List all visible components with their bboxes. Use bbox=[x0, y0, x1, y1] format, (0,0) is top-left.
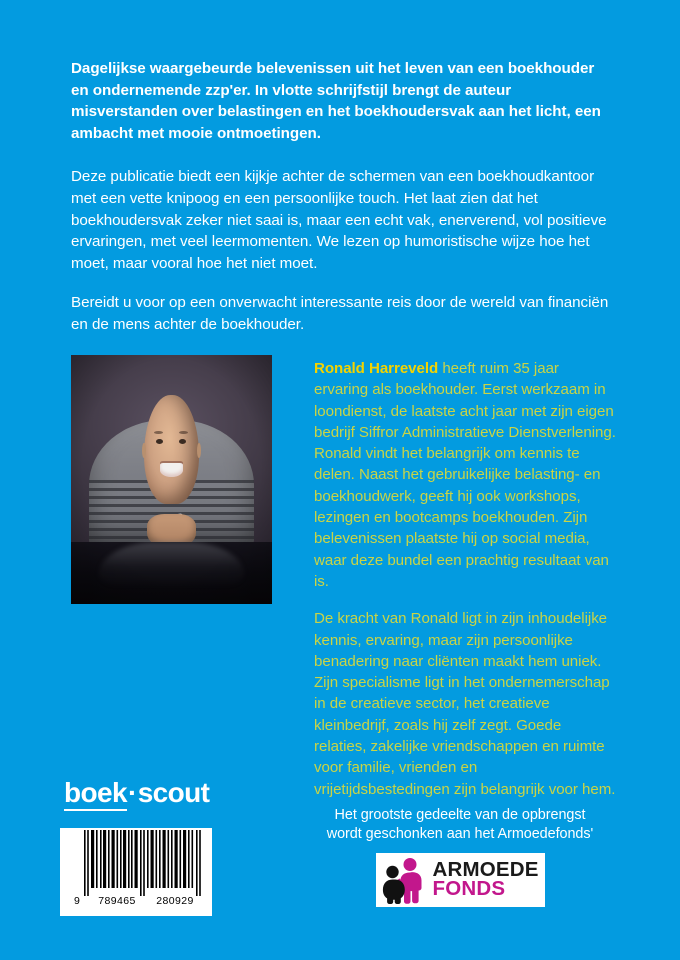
armoedefonds-word-armoede: ARMOEDE bbox=[432, 858, 539, 882]
blurb-lead-paragraph: Dagelijkse waargebeurde belevenissen uit het leven van een boekhouder en ondernemende zzp'er. In vlotte schrijfstijl brengt de auteur misverstanden over belastingen en het boekhoudersvak aan het licht, een ambacht met mooie ontmoetingen. bbox=[71, 60, 601, 142]
barcode-digit-first: 9 bbox=[74, 895, 81, 907]
barcode-digits-left: 789465 bbox=[98, 895, 136, 907]
photo-backdrop bbox=[71, 355, 272, 604]
author-photo bbox=[71, 355, 272, 604]
barcode-digits-right: 280929 bbox=[156, 895, 194, 907]
author-bio-paragraph-1-rest: heeft ruim 35 jaar ervaring als boekhouder. Eerst werkzaam in loondienst, de laatste acht jaar met zijn eigen bedrijf Siffror Administratieve Dienstverlening. Ronald vindt het belangrijk om kennis te delen. Naast het gebruikelijke belasting- en boekhoudwerk, geeft hij ook workshops, lezingen en bootcamps boekhouden. Zijn belevenissen plaatste hij op social media, waar deze bundel een prachtig resultaat van is. bbox=[314, 360, 616, 590]
charity-section bbox=[300, 806, 620, 907]
armoedefonds-figures-icon bbox=[380, 856, 426, 904]
armoedefonds-wordmark bbox=[432, 858, 539, 900]
charity-text-line-2: wordt geschonken aan het Armoedefonds' bbox=[326, 826, 594, 842]
charity-text-line-1: Het grootste gedeelte van de opbrengst bbox=[334, 807, 586, 823]
armoedefonds-logo bbox=[376, 853, 545, 907]
blurb-paragraph-3: Bereidt u voor op een onverwacht interessante reis door de wereld van financiën en de mens achter de boekhouder. bbox=[71, 294, 609, 333]
author-bio-section bbox=[314, 358, 616, 800]
author-name: Ronald Harreveld bbox=[314, 360, 439, 377]
publisher-logo-boek: boek bbox=[64, 777, 127, 811]
armoedefonds-word-fonds: FONDS bbox=[432, 877, 506, 900]
charity-text bbox=[300, 806, 620, 844]
isbn-barcode bbox=[60, 828, 212, 916]
publisher-logo-scout: scout bbox=[137, 777, 210, 808]
barcode-digits bbox=[74, 895, 204, 907]
photo-vignette bbox=[71, 355, 272, 604]
publisher-logo-separator: · bbox=[127, 777, 137, 808]
barcode-bars bbox=[84, 830, 202, 896]
blurb-paragraph-2: Deze publicatie biedt een kijkje achter de schermen van een boekhoudkantoor met een vette knipoog en een persoonlijke touch. Het laat zien dat het boekhoudersvak zeker niet saai is, maar een echt vak, enerverend, vol positieve ervaringen, met veel leermomenten. We lezen op humoristische wijze hoe het moet, maar vooral hoe het niet moet. bbox=[71, 168, 607, 272]
author-bio-paragraph-1 bbox=[314, 358, 616, 592]
author-bio-paragraph-2: De kracht van Ronald ligt in zijn inhoudelijke kennis, ervaring, maar zijn persoonlijke benadering naar cliënten maakt hem uniek. Zijn specialisme ligt in het ondernemerschap in de creatieve sector, het creatieve kleinbedrijf, zoals hij zelf zegt. Goede relaties, zakelijke vriendschappen en ruimte voor familie, vrienden en vrijetijdsbestedingen zijn belangrijk voor hem. bbox=[314, 610, 616, 798]
blurb-section bbox=[71, 58, 616, 336]
publisher-logo bbox=[64, 779, 209, 807]
